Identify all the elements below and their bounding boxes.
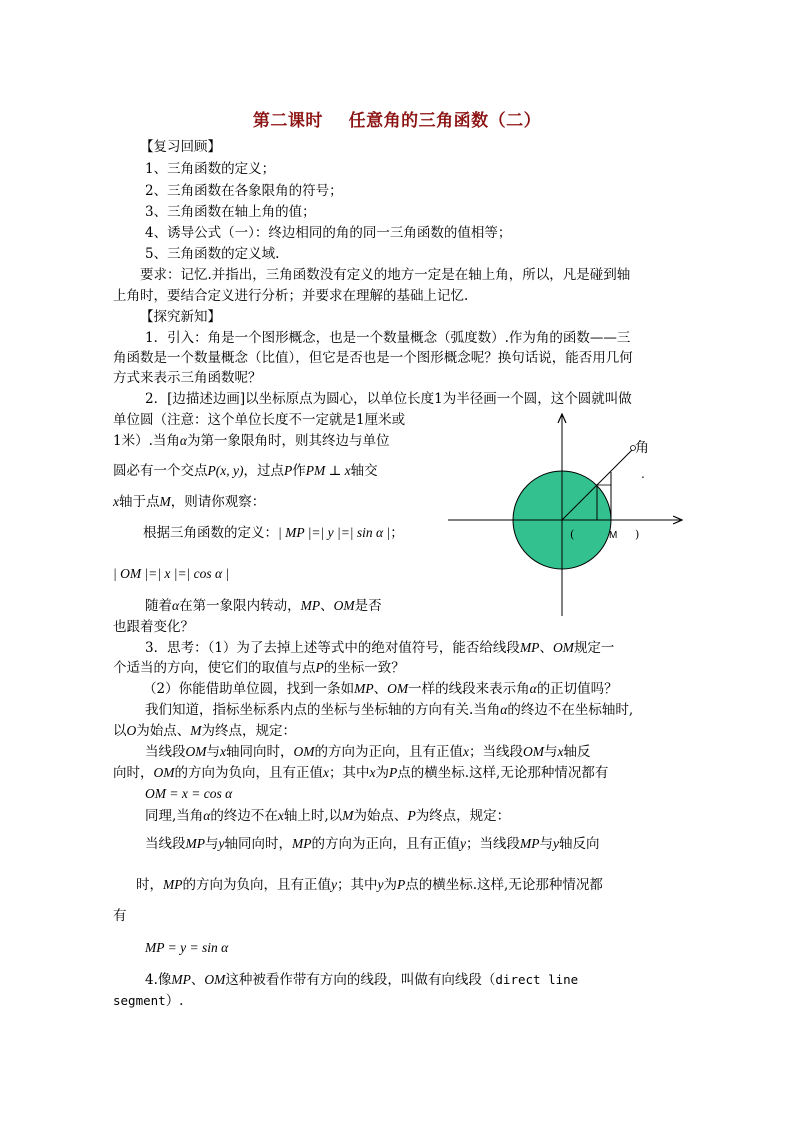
review-item-3: 3、三角函数在轴上角的值；	[145, 204, 316, 220]
review-item-1: 1、三角函数的定义；	[145, 161, 276, 177]
know-line-2: 以O为始点、M为终点，规定：	[113, 723, 296, 739]
directed-segment-line-1: 4.像MP、OM这种被看作带有方向的线段，叫做有向线段（direct line	[145, 972, 579, 988]
explore-heading: 【探究新知】	[140, 309, 221, 325]
know-line-1: 我们知道，指标坐标系内点的坐标与坐标轴的方向有关.当角α的终边不在坐标轴时,	[145, 702, 634, 718]
review-item-5: 5、三角函数的定义域.	[145, 246, 280, 262]
dot-label: .	[641, 467, 645, 481]
rotation-line-2: 也跟着变化？	[113, 619, 194, 635]
om-rule-line-1: 当线段OM与x轴同向时，OM的方向为正向，且有正值x；当线段OM与x轴反	[145, 744, 591, 760]
mp-equation: MP = y = sin α	[145, 940, 229, 955]
review-heading: 【复习回顾】	[140, 139, 221, 155]
page-title: 第二课时 任意角的三角函数（二）	[252, 111, 542, 131]
unit-circle-figure	[446, 410, 686, 620]
unit-circle-line-4: 圆必有一个交点P(x, y)，过点P作PM ⊥ x轴交	[113, 463, 378, 479]
mp-rule-line-3: 有	[113, 908, 127, 924]
intro-line-1: 1．引入：角是一个图形概念，也是一个数量概念（弧度数）.作为角的函数——三	[145, 330, 631, 346]
requirement-line-2: 上角时，要结合定义进行分析；并要求在理解的基础上记忆.	[113, 288, 469, 304]
think-2-line: （2）你能借助单位圆，找到一条如MP、OM一样的线段来表示角α的正切值吗？	[143, 681, 618, 697]
requirement-line-1: 要求：记忆.并指出，三角函数没有定义的地方一定是在轴上角，所以，凡是碰到轴	[140, 267, 631, 283]
unit-circle-line-3: 1米）.当角α为第一象限角时，则其终边与单位	[113, 433, 390, 449]
m-label: M	[609, 530, 618, 541]
om-abs-formula: | OM |=| x |=| cos α |	[113, 566, 230, 581]
om-rule-line-2: 向时，OM的方向为负向，且有正值x；其中x为P点的横坐标.这样,无论那种情况都有	[113, 765, 609, 781]
origin-label: (	[570, 528, 575, 541]
think-line-1: 3．思考：（1）为了去掉上述等式中的绝对值符号，能否给线段MP、OM规定一	[145, 640, 615, 656]
intro-line-2: 角函数是一个数量概念（比值），但它是否也是一个图形概念呢？换句话说，能否用几何	[113, 350, 633, 366]
om-equation: OM = x = cos α	[145, 786, 233, 801]
definition-line: 根据三角函数的定义：| MP |=| y |=| sin α |；	[143, 525, 404, 541]
unit-circle-line-1: 2．[边描述边画]以坐标原点为圆心，以单位长度1为半径画一个圆，这个圆就叫做	[145, 391, 632, 407]
x-label: )	[635, 528, 640, 541]
mp-rule-line-2: 时，MP的方向为负向，且有正值y；其中y为P点的横坐标.这样,无论那种情况都	[136, 877, 603, 893]
think-line-2: 个适当的方向，使它们的取值与点P的坐标一致？	[113, 660, 405, 676]
mp-rule-line-1: 当线段MP与y轴同向时，MP的方向为正向，且有正值y；当线段MP与y轴反向	[145, 836, 600, 852]
unit-circle-line-2: 单位圆（注意：这个单位长度不一定就是1厘米或	[113, 412, 406, 428]
intro-line-3: 方式来表示三角函数呢？	[113, 370, 262, 386]
review-item-2: 2、三角函数在各象限角的符号；	[145, 183, 343, 199]
directed-segment-line-2: segment）.	[113, 993, 184, 1009]
rotation-line-1: 随着α在第一象限内转动，MP、OM是否	[145, 598, 382, 614]
review-item-4: 4、诱导公式（一）：终边相同的角的同一三角函数的值相等；	[145, 225, 512, 241]
same-rule-line: 同理,当角α的终边不在x轴上时,以M为始点、P为终点，规定：	[145, 808, 511, 824]
angle-label: 角	[635, 440, 649, 456]
unit-circle-line-5: x轴于点M，则请你观察：	[113, 494, 266, 510]
